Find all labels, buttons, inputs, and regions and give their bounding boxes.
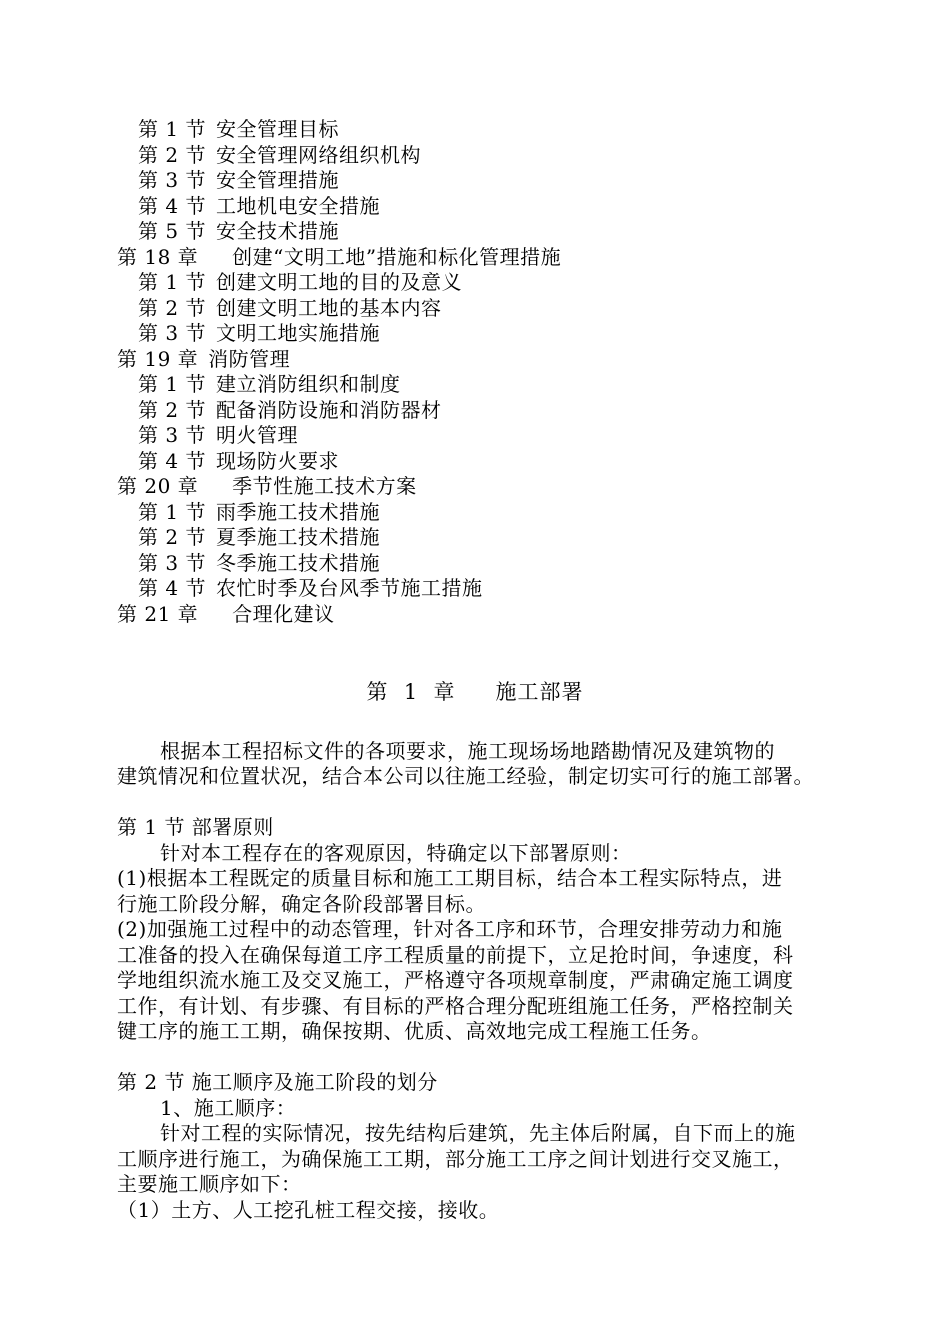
toc-item [138, 142, 421, 168]
toc-item-title: 冬季施工技术措施 [215, 551, 380, 575]
toc-item-number: 第 3 节 [138, 423, 206, 447]
toc-item-title: 工地机电安全措施 [215, 194, 380, 218]
toc-chapter [117, 473, 417, 499]
toc-item [138, 320, 380, 346]
paragraph-line: 主要施工顺序如下： [117, 1172, 302, 1196]
toc-item-number: 第 2 节 [138, 398, 206, 422]
toc-item-number: 第 1 节 [138, 500, 206, 524]
toc-item [138, 218, 339, 244]
toc-item [138, 371, 400, 397]
paragraph-line: (2)加强施工过程中的动态管理，针对各工序和环节，合理安排劳动力和施 [117, 917, 783, 941]
toc-item-title: 雨季施工技术措施 [215, 500, 380, 524]
toc-item [138, 448, 339, 474]
paragraph-line: 1、施工顺序： [160, 1096, 297, 1120]
toc-item-number: 第 2 节 [138, 296, 206, 320]
toc-item [138, 397, 441, 423]
paragraph-line: 工顺序进行施工，为确保施工工期，部分施工工序之间计划进行交叉施工， [117, 1147, 794, 1171]
section-heading: 第 2 节 施工顺序及施工阶段的划分 [117, 1070, 438, 1094]
toc-chapter-number: 第 18 章 [117, 245, 199, 269]
paragraph-line: 工作，有计划、有步骤、有目标的严格合理分配班组施工任务，严格控制关 [117, 994, 794, 1018]
toc-item [138, 499, 380, 525]
toc-item [138, 550, 380, 576]
toc-item [138, 575, 482, 601]
toc-item [138, 422, 298, 448]
paragraph-line: 工准备的投入在确保每道工序工程质量的前提下，立足抢时间，争速度，科 [117, 943, 794, 967]
toc-item-number: 第 4 节 [138, 576, 206, 600]
toc-item [138, 193, 380, 219]
toc-item-title: 现场防火要求 [215, 449, 339, 473]
toc-chapter-title: 创建“文明工地”措施和标化管理措施 [232, 245, 562, 269]
paragraph-line: 键工序的施工工期，确保按期、优质、高效地完成工程施工任务。 [117, 1019, 712, 1043]
toc-item-number: 第 2 节 [138, 525, 206, 549]
toc-item-title: 创建文明工地的基本内容 [215, 296, 442, 320]
toc-item-number: 第 1 节 [138, 117, 206, 141]
toc-chapter-title: 季节性施工技术方案 [232, 474, 417, 498]
toc-item-title: 建立消防组织和制度 [215, 372, 401, 396]
toc-chapter-number: 第 20 章 [117, 474, 199, 498]
toc-chapter-number: 第 19 章 [117, 347, 199, 371]
toc-chapter [117, 601, 335, 627]
toc-item-number: 第 2 节 [138, 143, 206, 167]
toc-item-number: 第 4 节 [138, 194, 206, 218]
section-heading: 第 1 节 部署原则 [117, 815, 274, 839]
paragraph-line: 学地组织流水施工及交叉施工，严格遵守各项规章制度，严肃确定施工调度 [117, 968, 794, 992]
toc-item-number: 第 3 节 [138, 168, 206, 192]
paragraph-line: 行施工阶段分解，确定各阶段部署目标。 [117, 892, 486, 916]
paragraph-line: 针对本工程存在的客观原因，特确定以下部署原则： [160, 841, 632, 865]
toc-item-number: 第 3 节 [138, 321, 206, 345]
paragraph-line: 针对工程的实际情况，按先结构后建筑，先主体后附属，自下而上的施 [160, 1121, 796, 1145]
toc-item-title: 创建文明工地的目的及意义 [215, 270, 462, 294]
toc-item-title: 配备消防设施和消防器材 [215, 398, 442, 422]
toc-item-title: 农忙时季及台风季节施工措施 [215, 576, 483, 600]
chapter-heading [0, 678, 950, 706]
toc-item-title: 文明工地实施措施 [215, 321, 380, 345]
paragraph-line: （1）土方、人工挖孔桩工程交接，接收。 [117, 1198, 500, 1222]
toc-chapter-title: 合理化建议 [232, 602, 335, 626]
toc-chapter-number: 第 21 章 [117, 602, 199, 626]
toc-item [138, 269, 462, 295]
toc-item-title: 安全管理目标 [215, 117, 339, 141]
chapter-number: 第 1 章 [366, 680, 456, 704]
paragraph-line: 建筑情况和位置状况，结合本公司以往施工经验，制定切实可行的施工部署。 [117, 764, 814, 788]
paragraph-line: 根据本工程招标文件的各项要求，施工现场场地踏勘情况及建筑物的 [160, 739, 775, 763]
toc-chapter-title: 消防管理 [208, 347, 291, 371]
toc-item [138, 167, 339, 193]
toc-item [138, 524, 380, 550]
toc-item-title: 夏季施工技术措施 [215, 525, 380, 549]
toc-item-number: 第 1 节 [138, 270, 206, 294]
toc-chapter [117, 244, 561, 270]
toc-item-number: 第 3 节 [138, 551, 206, 575]
toc-item [138, 116, 339, 142]
toc-item [138, 295, 441, 321]
chapter-title: 施工部署 [495, 680, 584, 704]
paragraph-line: (1)根据本工程既定的质量目标和施工工期目标，结合本工程实际特点，进 [117, 866, 783, 890]
toc-item-number: 第 4 节 [138, 449, 206, 473]
toc-item-title: 明火管理 [215, 423, 298, 447]
toc-item-number: 第 1 节 [138, 372, 206, 396]
toc-item-title: 安全管理网络组织机构 [215, 143, 421, 167]
toc-chapter [117, 346, 290, 372]
toc-item-title: 安全管理措施 [215, 168, 339, 192]
toc-item-title: 安全技术措施 [215, 219, 339, 243]
toc-item-number: 第 5 节 [138, 219, 206, 243]
